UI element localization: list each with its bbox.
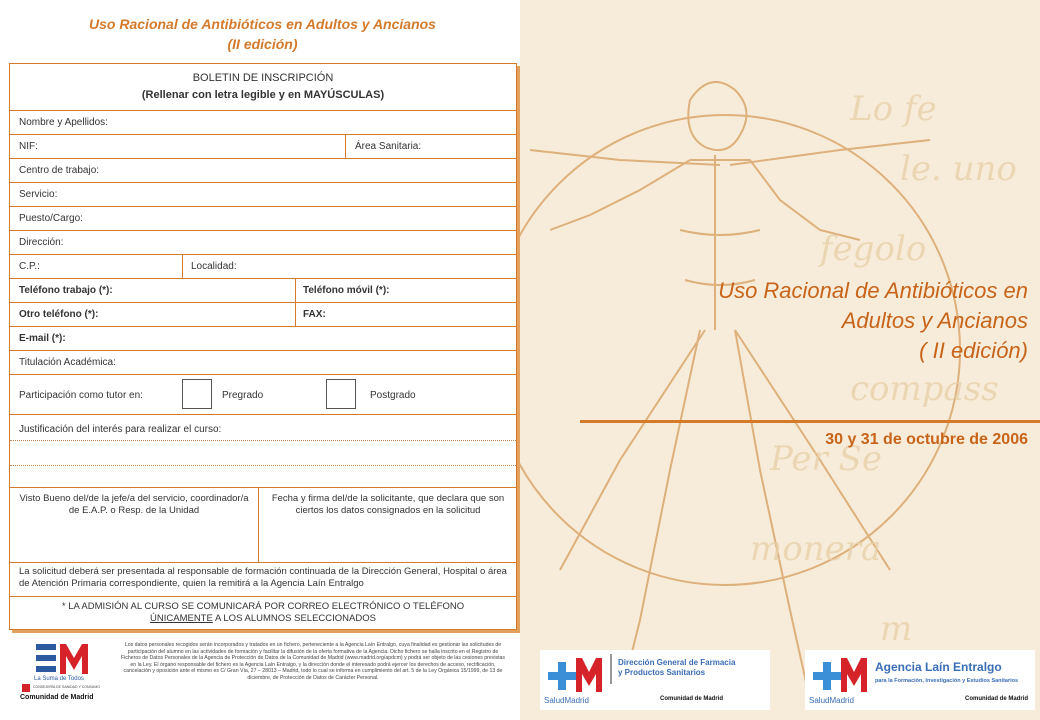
field-nombre[interactable] <box>10 111 516 135</box>
dg-line1: Dirección General de Farmacia <box>618 658 736 667</box>
admision-note <box>10 597 516 629</box>
divider <box>258 488 259 562</box>
label-nombre: Nombre y Apellidos: <box>19 117 108 128</box>
label-fax: FAX: <box>303 309 326 320</box>
cover-title-line3: ( II edición) <box>919 338 1028 363</box>
field-puesto[interactable] <box>10 207 516 231</box>
divider <box>295 279 296 302</box>
field-titulacion[interactable] <box>10 351 516 375</box>
label-pregrado: Pregrado <box>222 390 264 401</box>
agencia-title: Agencia Laín Entralgo <box>875 660 1002 674</box>
signature-row <box>10 488 516 563</box>
course-title <box>10 14 515 54</box>
logo-divider <box>610 654 612 684</box>
label-direccion: Dirección: <box>19 237 64 248</box>
field-direccion[interactable] <box>10 231 516 255</box>
course-title-line2: (II edición) <box>227 36 298 52</box>
comunidad-text-2: Comunidad de Madrid <box>660 696 723 702</box>
agencia-subtitle: para la Formación, Investigación y Estudios Sanitarios <box>875 678 1019 684</box>
svg-text:Per Se: Per Se <box>770 439 882 479</box>
label-solicitud: La solicitud deberá ser presentada al responsable de formación continuada de la Dirección General, Hospital o área de Atención Primaria correspondiente, quien la remitirá a la Agencia Laín Entralgo <box>19 566 507 589</box>
pregrado-checkbox[interactable] <box>182 379 212 409</box>
divider <box>295 303 296 326</box>
svg-text:m: m <box>880 609 913 649</box>
flag-icon <box>22 684 30 692</box>
svg-text:monera: monera <box>750 529 882 569</box>
label-puesto: Puesto/Cargo: <box>19 213 83 224</box>
cover-title-line2: Adultos y Ancianos <box>841 308 1028 333</box>
dg-text <box>618 658 735 678</box>
salud-madrid-icon-2 <box>809 652 869 696</box>
field-nif-row <box>10 135 516 159</box>
label-titulacion: Titulación Académica: <box>19 357 116 368</box>
salud-text-2: SaludMadrid <box>809 696 854 705</box>
field-justificacion[interactable] <box>10 415 516 441</box>
svg-text:le. uno: le. uno <box>900 149 1017 189</box>
label-tel-movil: Teléfono móvil (*): <box>303 285 390 296</box>
form-header <box>10 64 516 111</box>
field-centro[interactable] <box>10 159 516 183</box>
salud-madrid-icon <box>544 652 604 696</box>
salud-text: SaludMadrid <box>544 696 589 705</box>
divider <box>345 135 346 158</box>
svg-text:compass: compass <box>850 369 999 409</box>
course-date: 30 y 31 de octubre de 2006 <box>825 431 1028 448</box>
label-servicio: Servicio: <box>19 189 58 200</box>
field-email[interactable] <box>10 327 516 351</box>
label-email: E-mail (*): <box>19 333 66 344</box>
label-cp: C.P.: <box>19 261 40 272</box>
direccion-general-logo <box>540 650 770 710</box>
justificacion-line-3[interactable] <box>10 466 516 488</box>
comunidad-text: Comunidad de Madrid <box>20 694 94 701</box>
label-area: Área Sanitaria: <box>355 141 422 152</box>
label-otro-tel: Otro teléfono (*): <box>19 309 99 320</box>
privacy-fine-print: Los datos personales recogidos serán incorporados y tratados en un fichero, perteneciente a la Agencia Laín Entralgo, cuya finalidad es gestionar las solicitudes de participación del alumno en las actividades de formación y facilitar la difusión de la oferta formativa de la Agencia. Dicho fichero se halla inscrito en el Registro de Ficheros de Datos Personales de la Agencia de Protección de Datos de la Comunidad de Madrid (www.madrid.org/apdcm) y podrá ser objeto de las cesiones previstas en la Ley. El órgano responsable del fichero es la Agencia Laín Entralgo, y la dirección donde el interesado podrá ejercer los derechos de acceso, rectificación, cancelación y oposición ante el mismo es C/ Gran Vía, 27 – 28013 – Madrid, todo lo cual se informa en cumplimiento del art. 5 de la Ley Orgánica 15/1999, de 13 de diciembre, de Protección de Datos de Carácter Personal. <box>120 642 506 681</box>
postgrado-checkbox[interactable] <box>326 379 356 409</box>
label-postgrado: Postgrado <box>370 390 416 401</box>
label-firma: Fecha y firma del/de la solicitante, que declara que son ciertos los datos consignados en la solicitud <box>271 493 505 516</box>
agencia-lain-logo <box>805 650 1035 710</box>
course-title-line1: Uso Racional de Antibióticos en Adultos y Ancianos <box>89 16 436 32</box>
form-subtitle: (Rellenar con letra legible y en MAYÚSCULAS) <box>141 89 385 101</box>
dg-line2: y Productos Sanitarios <box>618 668 706 677</box>
label-visto-bueno: Visto Bueno del/de la jefe/a del servicio, coordinador/a de E.A.P. o Resp. de la Unidad <box>19 493 249 516</box>
cover-title <box>718 276 1028 366</box>
consejeria: CONSEJERÍA DE SANIDAD Y CONSUMO <box>33 685 100 689</box>
label-localidad: Localidad: <box>191 261 237 272</box>
label-tel-trabajo: Teléfono trabajo (*): <box>19 285 113 296</box>
slogan: La Suma de Todos <box>34 676 84 682</box>
field-cp-row <box>10 255 516 279</box>
cover-panel <box>520 0 1040 720</box>
field-telefono-row <box>10 279 516 303</box>
svg-text:Lo fe: Lo fe <box>850 89 937 129</box>
field-otro-row <box>10 303 516 327</box>
label-nif: NIF: <box>19 141 38 152</box>
comunidad-madrid-logo <box>20 640 110 715</box>
field-servicio[interactable] <box>10 183 516 207</box>
admision-text <box>14 601 512 625</box>
solicitud-note <box>10 563 516 597</box>
admision-line2: A LOS ALUMNOS SELECCIONADOS <box>212 613 376 624</box>
m-logo-icon <box>36 642 100 676</box>
divider <box>182 255 183 278</box>
label-centro: Centro de trabajo: <box>19 165 100 176</box>
label-justificacion: Justificación del interés para realizar el curso: <box>19 424 222 435</box>
cover-title-line1: Uso Racional de Antibióticos en <box>718 278 1028 303</box>
form-title: BOLETIN DE INSCRIPCIÓN <box>192 72 334 84</box>
registration-form <box>9 63 517 630</box>
admision-unicamente: ÚNICAMENTE <box>150 613 213 624</box>
comunidad-text-3: Comunidad de Madrid <box>965 696 1028 702</box>
svg-text:fegolo: fegolo <box>820 229 927 269</box>
admision-line1: * LA ADMISIÓN AL CURSO SE COMUNICARÁ POR CORREO ELECTRÓNICO O TELÉFONO <box>61 601 465 612</box>
title-divider <box>580 420 1040 423</box>
field-tutor-row <box>10 375 516 415</box>
justificacion-line-2[interactable] <box>10 441 516 466</box>
label-tutor: Participación como tutor en: <box>19 390 143 401</box>
